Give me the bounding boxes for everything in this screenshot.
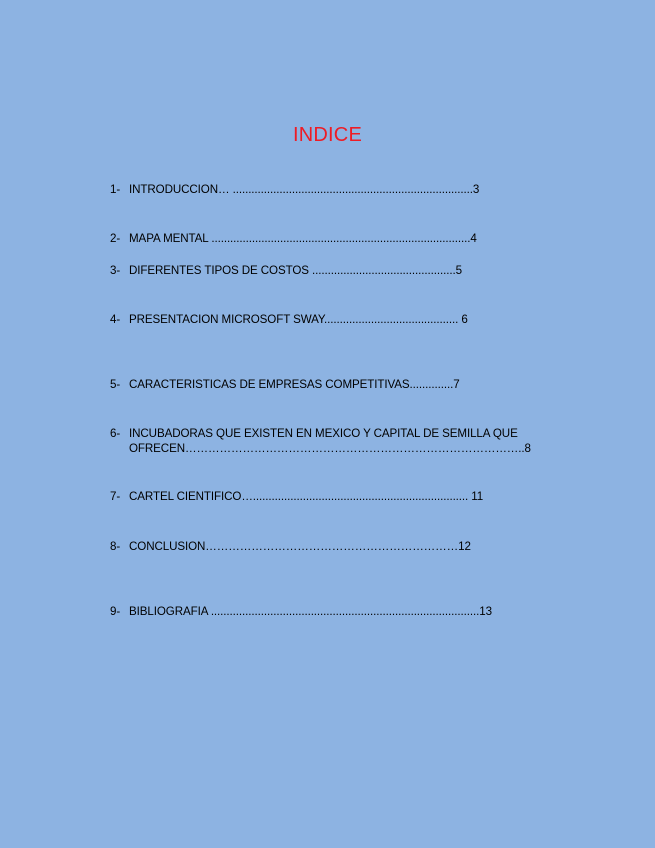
toc-text: PRESENTACION MICROSOFT SWAY........................................... 6 (129, 313, 468, 326)
toc-text: CARACTERISTICAS DE EMPRESAS COMPETITIVAS..............7 (129, 378, 460, 391)
toc-text: INCUBADORAS QUE EXISTEN EN MEXICO Y CAPITAL DE SEMILLA QUE (129, 427, 518, 440)
toc-text: CONCLUSION…………………………………………………………12 (129, 540, 471, 553)
toc-number: 1- (110, 183, 121, 196)
toc-text: INTRODUCCION… .............................................................................3 (129, 183, 480, 196)
page-title: INDICE (293, 124, 362, 146)
toc-entry-6 (110, 426, 518, 441)
toc-number: 8- (110, 540, 121, 553)
toc-text: CARTEL CIENTIFICO…..................................................................... 11 (129, 490, 484, 503)
toc-entry-5 (110, 377, 460, 392)
toc-text: BIBLIOGRAFIA ......................................................................................13 (129, 605, 492, 618)
toc-number: 4- (110, 313, 121, 326)
toc-number: 6- (110, 427, 121, 440)
toc-number: 9- (110, 605, 121, 618)
toc-text: DIFERENTES TIPOS DE COSTOS ..............................................5 (129, 264, 462, 277)
toc-entry-9 (110, 604, 492, 619)
toc-entry-3 (110, 263, 462, 278)
toc-number: 7- (110, 490, 121, 503)
toc-number: 5- (110, 378, 121, 391)
toc-entry-7 (110, 489, 483, 504)
toc-number: 2- (110, 232, 121, 245)
toc-entry-1 (110, 182, 479, 197)
toc-entry-8 (110, 539, 471, 554)
toc-text: MAPA MENTAL ...................................................................................4 (129, 232, 477, 245)
toc-text: OFRECEN……………………………………………………………………………..8 (129, 442, 531, 455)
toc-entry-4 (110, 312, 468, 327)
toc-number: 3- (110, 264, 121, 277)
toc-entry-6-continuation (129, 441, 531, 456)
toc-entry-2 (110, 231, 477, 246)
